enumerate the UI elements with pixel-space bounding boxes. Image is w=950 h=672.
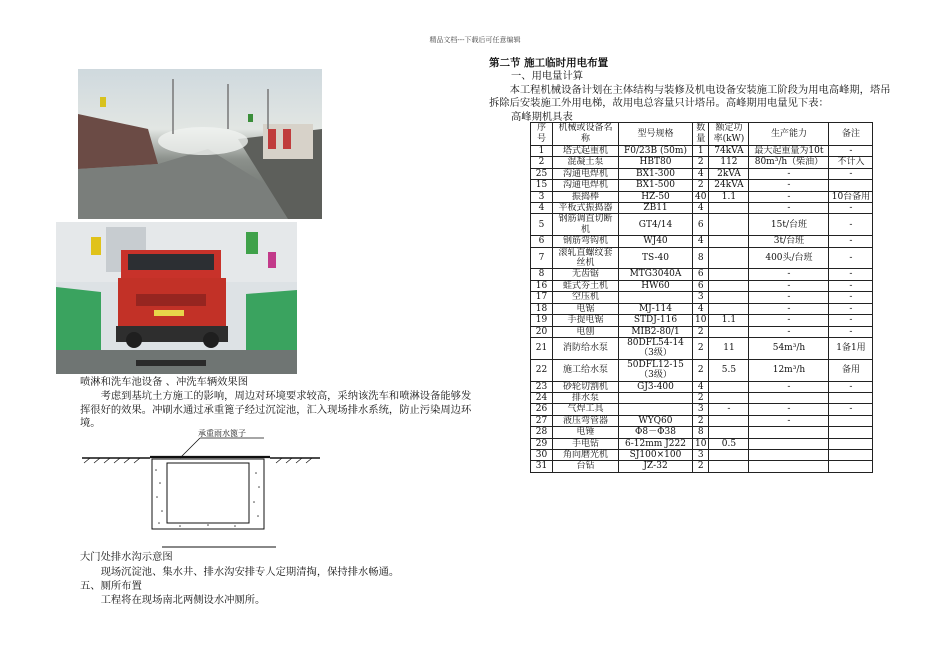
table-cell: 4 <box>693 303 709 314</box>
right-column <box>489 56 899 124</box>
table-cell: 40 <box>693 191 709 202</box>
table-cell: 28 <box>531 427 553 438</box>
table-cell: 10 <box>693 438 709 449</box>
table-cell: 3 <box>693 449 709 460</box>
table-cell: 80DFL54-14（3级） <box>619 337 693 359</box>
table-cell: 备用 <box>829 359 873 381</box>
table-row <box>531 180 873 191</box>
wash-description: 考虑到基坑土方施工的影响，周边对环境要求较高，采纳该洗车和喷淋设备能够发挥很好的效果。冲刷水通过承重篦子经过沉淀池，汇入现场排水系统，防止污染周边环境。 <box>80 390 472 429</box>
table-row <box>531 280 873 291</box>
truck-wash-photo <box>56 222 297 374</box>
table-cell <box>709 381 749 392</box>
table-cell: 8 <box>693 247 709 269</box>
table-row <box>531 427 873 438</box>
table-cell: - <box>829 247 873 269</box>
table-cell: - <box>749 280 829 291</box>
table-cell: 22 <box>531 359 553 381</box>
table-cell: - <box>829 168 873 179</box>
table-cell: 31 <box>531 461 553 472</box>
table-cell: 3 <box>693 292 709 303</box>
table-cell: - <box>829 326 873 337</box>
table-cell: 沟通电焊机 <box>553 168 619 179</box>
table-row <box>531 359 873 381</box>
table-cell: 1 <box>531 146 553 157</box>
table-cell <box>619 292 693 303</box>
table-cell: - <box>829 203 873 214</box>
table-cell <box>709 269 749 280</box>
section-heading-toilets: 五、厕所布置 <box>80 580 142 592</box>
table-cell: 80m³/h（柴油） <box>749 157 829 168</box>
table-cell: 消防给水泵 <box>553 337 619 359</box>
table-cell <box>749 427 829 438</box>
table-cell: - <box>829 292 873 303</box>
table-cell: 1 <box>693 146 709 157</box>
subsection-heading: 一、用电量计算 <box>511 70 584 82</box>
power-paragraph: 本工程机械设备计划在主体结构与装修及机电设备安装施工阶段为用电高峰期，塔吊拆除后安装施工外用电梯，故用电总容量只计塔吊。高峰期用电量见下表： <box>489 83 891 109</box>
table-cell: - <box>749 203 829 214</box>
table-cell: - <box>749 415 829 426</box>
col-header: 备注 <box>829 123 873 146</box>
table-cell: 2 <box>693 157 709 168</box>
table-row <box>531 191 873 202</box>
spray-road-photo <box>78 69 322 219</box>
table-cell: 2 <box>693 392 709 403</box>
table-cell <box>709 292 749 303</box>
table-cell: - <box>829 404 873 415</box>
table-cell: STDJ-116 <box>619 315 693 326</box>
table-cell: 112 <box>709 157 749 168</box>
table-cell: Φ8－Φ38 <box>619 427 693 438</box>
table-cell: 10台备用 <box>829 191 873 202</box>
table-cell: 24 <box>531 392 553 403</box>
table-cell: - <box>749 269 829 280</box>
table-cell: 无齿锯 <box>553 269 619 280</box>
table-row <box>531 392 873 403</box>
table-cell: - <box>749 180 829 191</box>
table-cell: 蛙式夯土机 <box>553 280 619 291</box>
table-cell: - <box>749 315 829 326</box>
table-cell: 8 <box>693 427 709 438</box>
table-cell <box>829 415 873 426</box>
table-cell: 2 <box>531 157 553 168</box>
table-cell: 8 <box>531 269 553 280</box>
table-cell: 4 <box>693 236 709 247</box>
table-cell: 塔式起重机 <box>553 146 619 157</box>
table-cell <box>709 415 749 426</box>
table-cell: 2 <box>693 326 709 337</box>
equipment-table <box>530 122 873 473</box>
table-cell <box>829 438 873 449</box>
diagram-caption: 大门处排水沟示意图 <box>80 551 173 563</box>
table-cell <box>709 392 749 403</box>
table-cell <box>829 392 873 403</box>
table-cell: 气焊工具 <box>553 404 619 415</box>
table-cell: 钢筋调直切断机 <box>553 214 619 236</box>
table-cell: 29 <box>531 438 553 449</box>
table-cell <box>749 449 829 460</box>
table-cell: 振捣棒 <box>553 191 619 202</box>
table-cell: 12m³/h <box>749 359 829 381</box>
table-cell: - <box>749 381 829 392</box>
table-cell: 钢筋弯钩机 <box>553 236 619 247</box>
table-cell: BX1-500 <box>619 180 693 191</box>
table-row <box>531 438 873 449</box>
table-cell: 7 <box>531 247 553 269</box>
table-row <box>531 381 873 392</box>
table-row <box>531 157 873 168</box>
table-cell: 沟通电焊机 <box>553 180 619 191</box>
maintenance-text: 现场沉淀池、集水井、排水沟安排专人定期清掏，保持排水畅通。 <box>100 566 400 578</box>
table-cell: 74kVA <box>709 146 749 157</box>
table-cell: 5.5 <box>709 359 749 381</box>
table-cell: - <box>829 146 873 157</box>
table-cell: 混凝土泵 <box>553 157 619 168</box>
table-cell: 1备1用 <box>829 337 873 359</box>
table-cell <box>829 461 873 472</box>
table-cell: 26 <box>531 404 553 415</box>
table-cell: 最大起重量为10t <box>749 146 829 157</box>
drainage-ditch-diagram <box>80 425 320 549</box>
table-cell: - <box>829 280 873 291</box>
table-cell <box>619 404 693 415</box>
table-cell <box>829 449 873 460</box>
table-row <box>531 269 873 280</box>
col-header: 型号规格 <box>619 123 693 146</box>
table-row <box>531 146 873 157</box>
table-cell: 4 <box>693 381 709 392</box>
table-cell: TS-40 <box>619 247 693 269</box>
table-cell: - <box>829 315 873 326</box>
table-cell <box>749 438 829 449</box>
table-cell: 不计入 <box>829 157 873 168</box>
table-cell: F0/23B (50m) <box>619 146 693 157</box>
table-row <box>531 449 873 460</box>
table-cell: 2 <box>693 415 709 426</box>
table-cell: WYQ60 <box>619 415 693 426</box>
table-cell: - <box>749 326 829 337</box>
table-cell: HZ-50 <box>619 191 693 202</box>
table-cell: 10 <box>693 315 709 326</box>
table-cell: 25 <box>531 168 553 179</box>
table-cell: 5 <box>531 214 553 236</box>
table-cell: 2kVA <box>709 168 749 179</box>
table-cell: 手电钻 <box>553 438 619 449</box>
table-cell <box>749 461 829 472</box>
table-cell: 17 <box>531 292 553 303</box>
table-cell: 18 <box>531 303 553 314</box>
table-cell: 3t/台班 <box>749 236 829 247</box>
table-cell: 21 <box>531 337 553 359</box>
table-row <box>531 415 873 426</box>
table-cell: GJ3-400 <box>619 381 693 392</box>
table-cell: 19 <box>531 315 553 326</box>
table-cell: 54m³/h <box>749 337 829 359</box>
table-cell <box>709 326 749 337</box>
table-cell: 平板式振捣器 <box>553 203 619 214</box>
table-row <box>531 461 873 472</box>
table-cell: 23 <box>531 381 553 392</box>
table-cell: 施工给水泵 <box>553 359 619 381</box>
table-cell <box>709 449 749 460</box>
table-cell: - <box>829 303 873 314</box>
table-cell: 电锯 <box>553 303 619 314</box>
table-cell: JZ-32 <box>619 461 693 472</box>
table-row <box>531 236 873 247</box>
table-cell: - <box>829 214 873 236</box>
table-row <box>531 247 873 269</box>
table-cell: 27 <box>531 415 553 426</box>
table-cell: HBT80 <box>619 157 693 168</box>
table-cell: 6 <box>693 280 709 291</box>
table-cell: 液压弯管器 <box>553 415 619 426</box>
table-cell: 30 <box>531 449 553 460</box>
table-cell: 2 <box>693 359 709 381</box>
table-cell: 砂轮切割机 <box>553 381 619 392</box>
table-cell: 4 <box>531 203 553 214</box>
table-row <box>531 214 873 236</box>
table-cell <box>749 392 829 403</box>
col-header: 生产能力 <box>749 123 829 146</box>
grate-label: 承重雨水篦子 <box>198 429 246 438</box>
table-cell: MIB2-80/1 <box>619 326 693 337</box>
table-cell: MTG3040A <box>619 269 693 280</box>
table-cell <box>709 280 749 291</box>
table-cell <box>619 392 693 403</box>
table-row <box>531 404 873 415</box>
table-row <box>531 326 873 337</box>
table-cell: 6-12mm J222 <box>619 438 693 449</box>
col-header: 数量 <box>693 123 709 146</box>
table-cell <box>709 461 749 472</box>
table-cell: 2 <box>693 461 709 472</box>
table-cell: 2 <box>693 180 709 191</box>
col-header: 额定功率(kW) <box>709 123 749 146</box>
table-cell: 3 <box>693 404 709 415</box>
table-cell <box>709 203 749 214</box>
table-cell: 2 <box>693 337 709 359</box>
table-cell: HW60 <box>619 280 693 291</box>
table-cell <box>709 427 749 438</box>
table-cell: 手提电锯 <box>553 315 619 326</box>
table-cell: - <box>749 191 829 202</box>
table-cell: 400头/台班 <box>749 247 829 269</box>
table-cell: 空压机 <box>553 292 619 303</box>
table-cell: - <box>829 269 873 280</box>
table-cell: 0.5 <box>709 438 749 449</box>
table-cell: - <box>709 404 749 415</box>
table-cell: 1.1 <box>709 191 749 202</box>
table-cell <box>829 427 873 438</box>
table-cell: - <box>829 381 873 392</box>
table-cell <box>829 180 873 191</box>
table-cell: 3 <box>531 191 553 202</box>
table-cell: - <box>749 168 829 179</box>
table-cell: 台钻 <box>553 461 619 472</box>
table-row <box>531 292 873 303</box>
table-cell <box>709 214 749 236</box>
table-cell: 15t/台班 <box>749 214 829 236</box>
table-cell: 6 <box>693 214 709 236</box>
table-cell: 电锤 <box>553 427 619 438</box>
table-cell: 15 <box>531 180 553 191</box>
table-row <box>531 168 873 179</box>
col-header: 机械或设备名称 <box>553 123 619 146</box>
table-cell: GT4/14 <box>619 214 693 236</box>
table-cell: 1.1 <box>709 315 749 326</box>
table-cell: 24kVA <box>709 180 749 191</box>
table-cell: 电刨 <box>553 326 619 337</box>
photo-caption: 喷淋和洗车池设备 、冲洗车辆效果图 <box>80 376 249 388</box>
table-body <box>531 146 873 473</box>
table-cell: - <box>749 292 829 303</box>
table-cell: - <box>829 236 873 247</box>
table-row <box>531 303 873 314</box>
table-cell: SJ100×100 <box>619 449 693 460</box>
table-cell: WJ40 <box>619 236 693 247</box>
col-header: 序号 <box>531 123 553 146</box>
table-row <box>531 337 873 359</box>
table-cell: 4 <box>693 168 709 179</box>
table-cell: 角向磨光机 <box>553 449 619 460</box>
table-cell: 20 <box>531 326 553 337</box>
table-cell: ZB11 <box>619 203 693 214</box>
table-caption: 高峰期机具表 <box>511 110 573 123</box>
table-cell: 50DFL12-15（3级） <box>619 359 693 381</box>
table-header-row <box>531 123 873 146</box>
section-title: 第二节 施工临时用电布置 <box>489 57 609 69</box>
table-cell: MJ-114 <box>619 303 693 314</box>
toilet-text: 工程将在现场南北两侧设水冲厕所。 <box>100 594 266 606</box>
table-cell: - <box>749 303 829 314</box>
table-cell: 6 <box>531 236 553 247</box>
table-cell: 滚轧直螺纹套丝机 <box>553 247 619 269</box>
table-cell: 4 <box>693 203 709 214</box>
table-cell <box>709 303 749 314</box>
table-cell: 排水泵 <box>553 392 619 403</box>
table-cell: BX1-300 <box>619 168 693 179</box>
table-cell: - <box>749 404 829 415</box>
table-cell <box>709 236 749 247</box>
table-row <box>531 203 873 214</box>
table-cell: 6 <box>693 269 709 280</box>
page-header: 精品文档---下载后可任意编辑 <box>429 36 521 44</box>
table-cell <box>709 247 749 269</box>
table-cell: 11 <box>709 337 749 359</box>
table-cell: 16 <box>531 280 553 291</box>
table-row <box>531 315 873 326</box>
